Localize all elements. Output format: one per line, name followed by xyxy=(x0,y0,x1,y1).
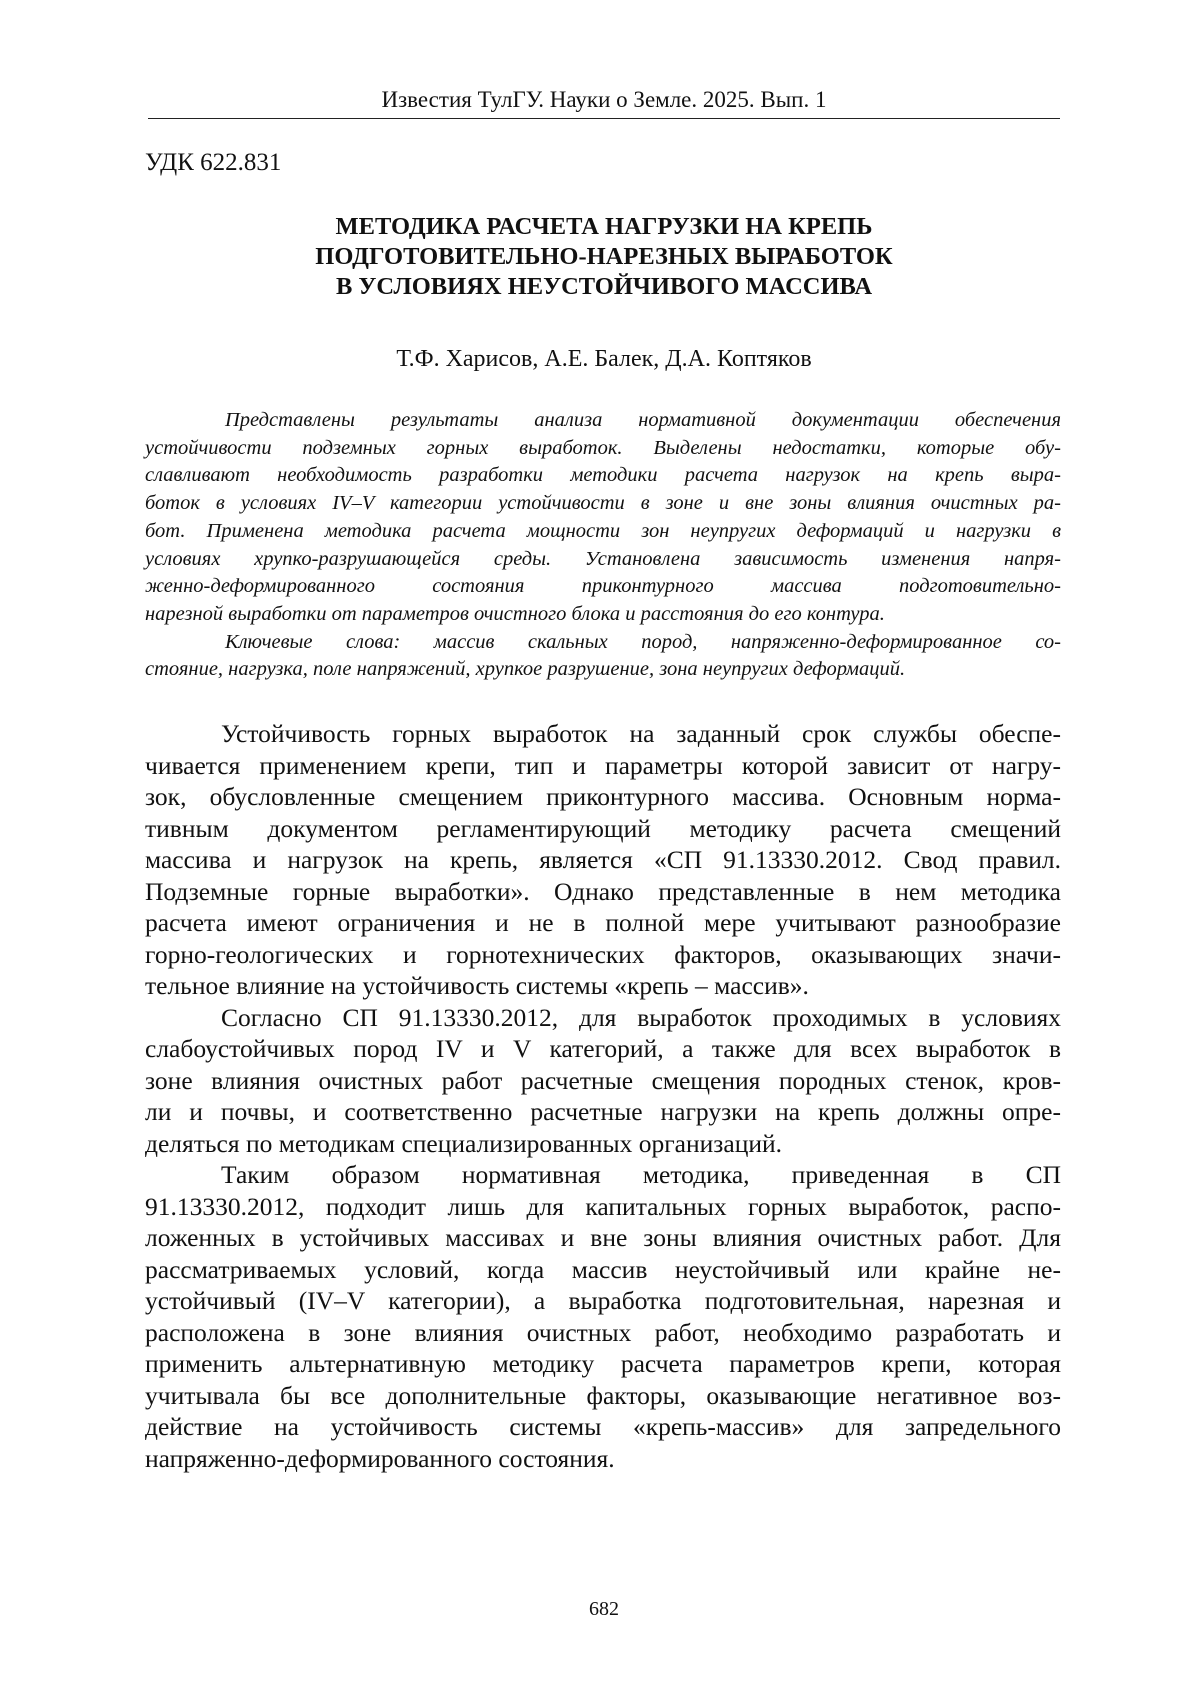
body-line: горно-геологических и горнотехнических факторов, оказывающих значи- xyxy=(145,939,1061,969)
keywords-line: Ключевые слова: массив скальных пород, напряженно-деформированное со- xyxy=(225,630,1061,653)
paragraph-1 xyxy=(145,718,1061,1002)
paragraph-3 xyxy=(145,1159,1061,1474)
author-list: Т.Ф. Харисов, А.Е. Балек, Д.А. Коптяков xyxy=(396,346,812,372)
body-line: расчета имеют ограничения и не в полной мере учитывают разнообразие xyxy=(145,908,1061,937)
body-line: ли и почвы, и соответственно расчетные нагрузки на крепь должны опре- xyxy=(145,1097,1061,1126)
body-line: Таким образом нормативная методика, приведенная в СП xyxy=(221,1160,1061,1189)
abstract-line: женно-деформированного состояния приконтурного массива подготовительно- xyxy=(145,575,1061,598)
running-header: Известия ТулГУ. Науки о Земле. 2025. Вып. 1 xyxy=(148,86,1060,119)
abstract xyxy=(145,407,1061,684)
body-line: деляться по методикам специализированных организаций. xyxy=(145,1128,783,1158)
body-line: тельное влияние на устойчивость системы «крепь – массив». xyxy=(145,971,809,1000)
udk-code: УДК 622.831 xyxy=(145,149,282,176)
body-line: применить альтернативную методику расчета параметров крепи, которая xyxy=(145,1349,1061,1378)
page-number: 682 xyxy=(589,1598,619,1620)
paragraph-2 xyxy=(145,1002,1061,1160)
body-line: учитывала бы все дополнительные факторы, оказывающие негативное воз- xyxy=(145,1380,1061,1410)
body-line: действие на устойчивость системы «крепь-массив» для запредельного xyxy=(145,1412,1061,1441)
abstract-line: условиях хрупко-разрушающейся среды. Установлена зависимость изменения напря- xyxy=(145,547,1061,570)
abstract-line: боток в условиях IV–V категории устойчивости в зоне и вне зоны влияния очистных ра- xyxy=(145,492,1061,515)
body-line: Подземные горные выработки». Однако представленные в нем методика xyxy=(145,876,1061,906)
body-line: массива и нагрузок на крепь, является «СП 91.13330.2012. Свод правил. xyxy=(145,845,1061,874)
body-line: 91.13330.2012, подходит лишь для капитальных горных выработок, распо- xyxy=(145,1191,1061,1221)
abstract-line: Представлены результаты анализа нормативной документации обеспечения xyxy=(225,409,1061,431)
body-line: Согласно СП 91.13330.2012, для выработок проходимых в условиях xyxy=(221,1002,1061,1032)
body-line: тивным документом регламентирующий методику расчета смещений xyxy=(145,813,1061,843)
body-line: расположена в зоне влияния очистных работ, необходимо разработать и xyxy=(145,1317,1061,1347)
body-line: рассматриваемых условий, когда массив неустойчивый или крайне не- xyxy=(145,1254,1061,1284)
abstract-line: славливают необходимость разработки методики расчета нагрузок на крепь выра- xyxy=(145,464,1061,487)
body-line: чивается применением крепи, тип и параметры которой зависит от нагру- xyxy=(145,750,1061,780)
title-line: ПОДГОТОВИТЕЛЬНО-НАРЕЗНЫХ ВЫРАБОТОК xyxy=(315,243,893,270)
title-line: МЕТОДИКА РАСЧЕТА НАГРУЗКИ НА КРЕПЬ xyxy=(335,213,873,240)
article-title xyxy=(148,212,1060,302)
abstract-line: нарезной выработки от параметров очистного блока и расстояния до его контура. xyxy=(145,602,885,625)
abstract-line: бот. Применена методика расчета мощности зон неупругих деформаций и нагрузки в xyxy=(145,519,1061,542)
abstract-line: устойчивости подземных горных выработок. Выделены недостатки, которые обу- xyxy=(145,436,1061,459)
body-line: устойчивый (IV–V категории), а выработка подготовительная, нарезная и xyxy=(145,1286,1061,1315)
keywords-line: стояние, нагрузка, поле напряжений, хрупкое разрушение, зона неупругих деформаций. xyxy=(145,658,906,681)
body-line: Устойчивость горных выработок на заданный срок службы обеспе- xyxy=(221,719,1061,748)
body-line: ложенных в устойчивых массивах и вне зоны влияния очистных работ. Для xyxy=(145,1223,1061,1252)
body-line: напряженно-деформированного состояния. xyxy=(145,1443,615,1473)
title-line: В УСЛОВИЯХ НЕУСТОЙЧИВОГО МАССИВА xyxy=(335,273,873,300)
body-line: слабоустойчивых пород IV и V категорий, а также для всех выработок в xyxy=(145,1034,1061,1063)
body-line: зоне влияния очистных работ расчетные смещения породных стенок, кров- xyxy=(145,1065,1061,1095)
article-body xyxy=(145,718,1061,1474)
body-line: зок, обусловленные смещением приконтурного массива. Основным норма- xyxy=(145,782,1061,811)
